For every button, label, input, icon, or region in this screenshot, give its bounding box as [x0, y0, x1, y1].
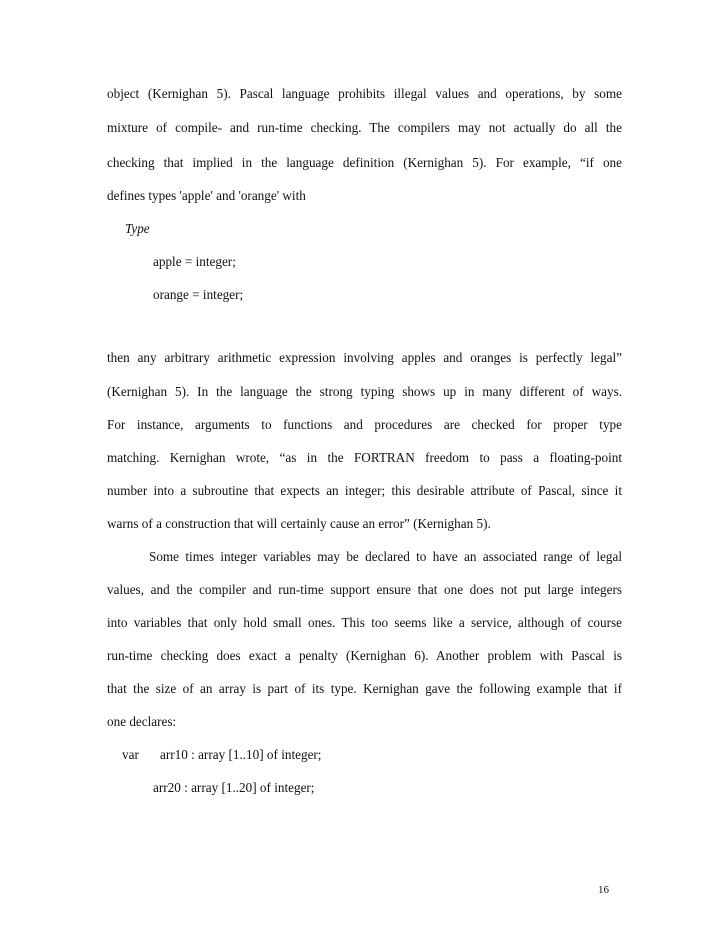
- code-line: arr20 : array [1..20] of integer;: [153, 780, 315, 795]
- body-text-line: warns of a construction that will certainly cause an error” (Kernighan 5).: [107, 516, 491, 531]
- body-text-line: defines types 'apple' and 'orange' with: [107, 188, 306, 203]
- body-text-line: mixture of compile- and run-time checking. The compilers may not actually do all the: [107, 120, 622, 135]
- code-line: arr10 : array [1..10] of integer;: [160, 747, 322, 762]
- code-keyword-var: var: [122, 747, 139, 762]
- code-keyword-type: Type: [125, 221, 150, 236]
- body-text-line: values, and the compiler and run-time support ensure that one does not put large integers: [107, 582, 622, 597]
- body-text-line: matching. Kernighan wrote, “as in the FORTRAN freedom to pass a floating-point: [107, 450, 622, 465]
- body-text-line: then any arbitrary arithmetic expression involving apples and oranges is perfectly legal”: [107, 350, 622, 365]
- body-text-line: object (Kernighan 5). Pascal language prohibits illegal values and operations, by some: [107, 86, 622, 101]
- body-text-line: that the size of an array is part of its type. Kernighan gave the following example that if: [107, 681, 622, 696]
- body-text-line: into variables that only hold small ones. This too seems like a service, although of course: [107, 615, 622, 630]
- body-text-line: For instance, arguments to functions and procedures are checked for proper type: [107, 417, 622, 432]
- code-line: orange = integer;: [153, 287, 244, 302]
- body-text-line: (Kernighan 5). In the language the strong typing shows up in many different of ways.: [107, 384, 622, 399]
- code-line: apple = integer;: [153, 254, 236, 269]
- body-text-line: number into a subroutine that expects an integer; this desirable attribute of Pascal, since it: [107, 483, 622, 498]
- body-text-line: one declares:: [107, 714, 177, 729]
- body-text-line: run-time checking does exact a penalty (Kernighan 6). Another problem with Pascal is: [107, 648, 622, 663]
- page-number: 16: [598, 884, 609, 896]
- body-text-line: checking that implied in the language definition (Kernighan 5). For example, “if one: [107, 155, 622, 170]
- body-text-line: Some times integer variables may be declared to have an associated range of legal: [149, 549, 622, 564]
